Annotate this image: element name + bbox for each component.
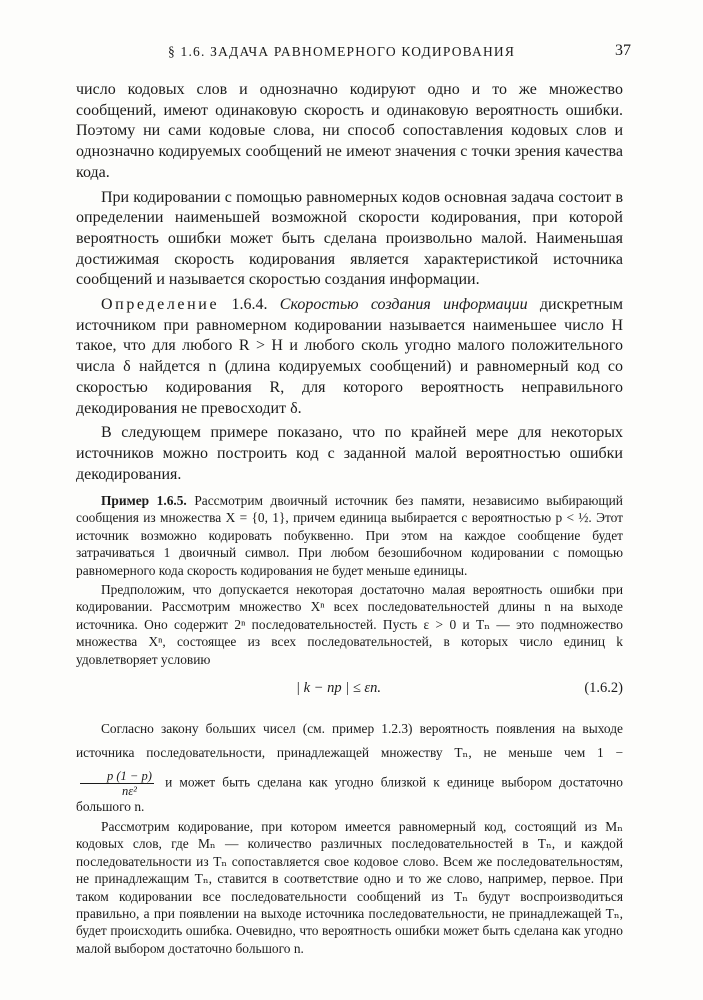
example-paragraph-2: Предположим, что допускается некоторая достаточно малая вероятность ошибки при кодировании. Рассмотрим множество Xⁿ всех последовательностей длины n на выходе источника. Оно содержит 2ⁿ последовательностей. Пусть ε > 0 и Tₙ — это подмножество множества Xⁿ, состоящее из всех последовательностей, в которых число единиц k удовлетворяет условию <box>76 582 623 667</box>
fraction-denominator: nε² <box>121 784 137 799</box>
example-block <box>76 492 623 959</box>
example-paragraph-3 <box>76 720 623 816</box>
section-title: § 1.6. ЗАДАЧА РАВНОМЕРНОГО КОДИРОВАНИЯ <box>168 44 516 59</box>
fraction-numerator: p (1 − p) <box>80 769 154 784</box>
definition-term: Скоростью создания информации <box>279 296 528 314</box>
example-text-3a: Согласно закону больших чисел (см. пример 1.2.3) вероятность появления на выходе источника последовательности, принадлежащей множеству Tₙ, не <box>76 721 623 761</box>
page-number: 37 <box>615 42 631 59</box>
equation-formula: | k − np | ≤ εn. <box>296 680 381 697</box>
example-text-1: Рассмотрим двоичный источник без памяти, независимо выбирающий сообщения из множества X = {0, 1}, причем единица выбирается с вероятностью p < ½. Этот источник возможно кодировать побуквенно. При этом на каждое сообщение будет затрачиваться 1 двоичный символ. При любом безошибочном кодировании с помощью равномерного кода скорость кодирования не будет меньше единицы. <box>76 493 623 578</box>
paragraph-coding-task: При кодировании с помощью равномерных кодов основная задача состоит в определении наименьшей возможной скорости кодирования, при которой вероятность ошибки может быть сделана произвольно малой. Наименьшая достижимая скорость кодирования является характеристикой источника сообщений и называется скоростью создания информации. <box>76 188 623 289</box>
example-paragraph-1 <box>76 492 623 579</box>
definition-number: 1.6.4. <box>231 296 268 314</box>
main-text <box>76 80 623 489</box>
example-text-3b: меньше чем 1 − <box>508 745 623 761</box>
example-paragraph-4: Рассмотрим кодирование, при котором имеется равномерный код, состоящий из Mₙ кодовых слов, где Mₙ — количество различных последовательностей в Tₙ, и каждой последовательности из Tₙ сопоставляется свое кодовое слово. Всем же последовательностям, не принадлежащим Tₙ, ставится в соответствие одно и то же слово, например, первое. При таком кодировании все последовательности сообщений из Tₙ будут воспроизводиться правильно, а при появлении на выходе источника последовательности, не принадлежащей Tₙ, будет происходить ошибка. Очевидно, что вероятность ошибки может быть сделана как угодно малой выбором достаточно большого n. <box>76 818 623 956</box>
equation-1-6-2 <box>76 678 623 702</box>
equation-number: (1.6.2) <box>584 680 623 697</box>
definition-1-6-4 <box>76 295 623 419</box>
running-header <box>72 44 631 64</box>
fraction <box>80 769 154 798</box>
example-label: Пример 1.6.5. <box>101 493 187 508</box>
example-text-3c: и может быть сделана как угодно близкой к единице <box>165 775 495 791</box>
definition-text: дискретным источником при равномерном кодировании называется наименьшее число H такое, что для любого R > H и любого сколь угодно малого положительного числа δ найдется n (длина кодируемых сообщений) и равномерный код со скоростью кодирования R, для которого вероятность неправильного декодирования не превосходит δ. <box>76 296 624 417</box>
paragraph-example-intro: В следующем примере показано, что по крайней мере для некоторых источников можно построить код с заданной малой вероятностью ошибки декодирования. <box>76 424 623 483</box>
definition-label: Определение <box>101 296 220 314</box>
paragraph-continuation: число кодовых слов и однозначно кодируют одно и то же множество сообщений, имеют одинаковую скорость и одинаковую вероятность ошибки. Поэтому ни сами кодовые слова, ни способ сопоставления кодовых слов и однозначно кодируемых сообщений не имеют значения с точки зрения качества кода. <box>76 81 623 181</box>
example-text-3d: выбором достаточно большого n. <box>76 775 623 815</box>
